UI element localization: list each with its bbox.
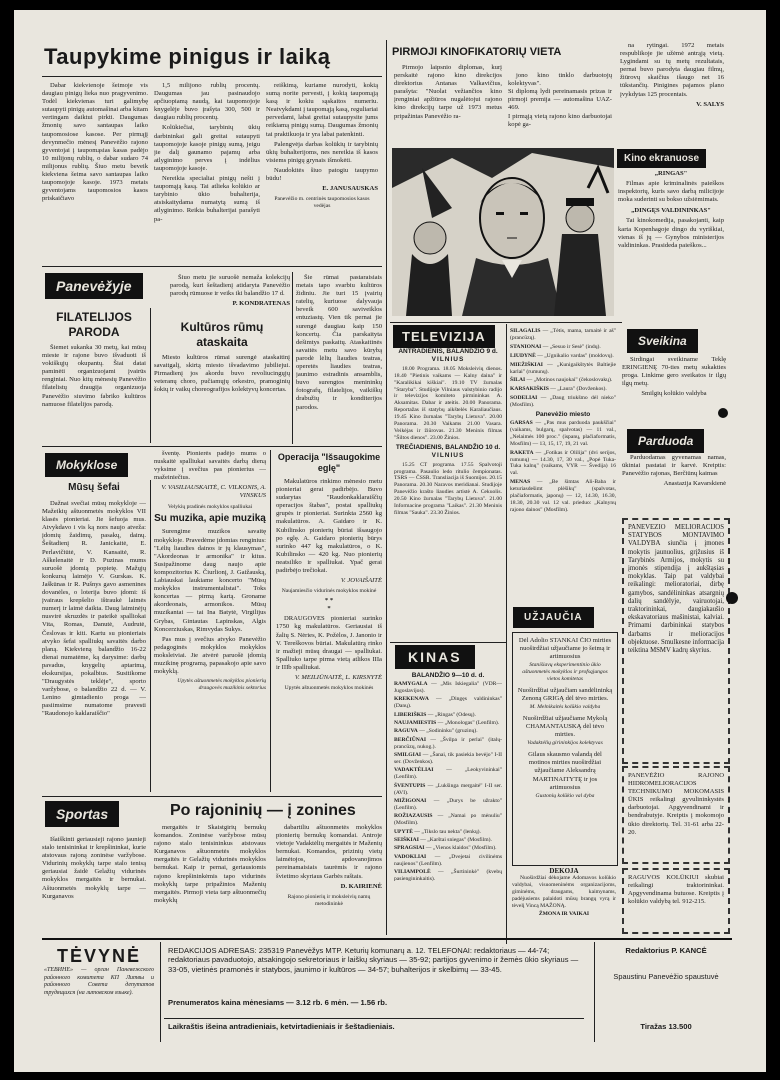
film-still-illustration [392, 148, 614, 316]
headline-savings: Taupykime pinigus ir laiką [44, 44, 331, 69]
section-tag-panevezyje: Panevėžyje [46, 274, 142, 298]
kinas-row: RAGUVA — „Sodininku" (gruzinų). [394, 728, 478, 735]
divider [42, 266, 382, 267]
savings-col-3: reiškimą, kuriame nurodyti, kokią sumą norite pervesti, į kokią taupomąją kasą ir kokiu sąskaitos numeriu. Neatvykdami į taupomąją kasą, reguliariai pervedami, labai greitai sutaupysite jums reikiamą pinigų sumą. Daugumas žmonių tai praktikuoja ir yra labai patenkinti. Palengvėja darbas kolūkių ir tarybinių ūkių buhalterijoms, nes nereikia iš kasos visiems pinigų grynais išmokėti. Naudokitės šiuo patogiu taupymo būdu! E. JANUSAUSKAS Panevėžio m. centrinės taupomosios kasos vedėjas [266, 82, 378, 210]
kinas-venue: UPYTĖ [394, 828, 413, 835]
footer-brand: TĖVYNĖ «ТЕВИНЕ» — орган Паневежского районного комитета КП Литвы и районного Совета депутатов трудящихся (на литовском языке). [44, 946, 154, 996]
kinas-venue: NAUJAMIESTIS [394, 719, 437, 726]
schedule-venue: KARSAKIŠKIS [510, 386, 549, 393]
kinas-row: UPYTĖ — „Tikslo tau nekta" (lenkų). [394, 828, 481, 835]
ad-raguvos: RAGUVOS KOLŪKIUI skubiai reikalingi traktorininkai. Apgyvendinama butuose. Kreiptis į kolūkio valdybą tel. 912-215. [622, 868, 730, 934]
kinas-film: „Lukšinga mergaitė" I-II ser. (AVI). [394, 782, 502, 796]
kinas-film: „Šurtininkė" (kvebų pasiengininkaitis). [394, 869, 502, 883]
footer-editor: Redaktorius P. KANCĖ [625, 946, 707, 955]
section-tag-sportas: Sportas [46, 802, 118, 826]
sportas-col-3: dabartiliu aštuonmetės mokyklos pionierių bernukų komandai. Antroje vietoje Vadaktėlių mergaitės ir Maženių bernukai. Komandos, prizinių vietų laimėtojos, apdovanojimos pereinamaisiais taurėmis ir rajono švietimo skyriaus Garbės raštais. D. KAIRIENĖ Rajono pionierių ir moksleivių namų metodininkė [276, 824, 382, 907]
divider [42, 76, 382, 77]
section-tag-sveikina: Sveikina [628, 330, 697, 352]
divider [150, 480, 151, 792]
schedule-row: STANIONAI — „Sesuo ir Sesė" (indų). [510, 343, 601, 350]
section-tag-uzjaucia: UŽJAUČIA [514, 608, 593, 627]
cinema-schedule [510, 328, 616, 604]
schedule-film: „Ugnikalio vardas" (moldovų). [544, 352, 614, 359]
schedule-row: KARSAKIŠKIS — „Laura" (Dovženkos). [510, 386, 607, 393]
kinas-row: RAMYGALA — „Mis Iskiegalia" (VDR—Jugoslavijos). [394, 680, 502, 694]
kulturos-rumai-text-2: Šie rūmai pastaraisiais metais tapo svarbiu kultūros židiniu. Jie turi 15 įvairių ratelių, kuriuose dalyvauja beveik 600 saviveiklos entuziastų. Vien tik pernai jie surengė daugiau kaip 150 koncertų. Čia parskaityta dešimtys paskaitų. Ataskaitinės savaitės metu savo kūrybą parodė lėlių liaudies teatras, operetės liaudies teatras, jaunimo estradinis ansamblis, buvo surengtos menininkų fotografų, filatelijos, vaikiškų drabužių ir konditerijos parodos. [296, 274, 382, 411]
schedule-film: „Pas mus parduoda paukščiai" (vaikams, bulgarų, spalvotas) — 11 val., „Nelaimės 100 proc." (ispanų, plačiaformatis, Mosfilm) — 13, 15, 17, 19, 21 val. [510, 419, 616, 447]
ad-montavimo: PANEVĖŽIO MELIORACIJOS STATYBOS MONTAVIMO VALDYBA siunčia į įmones mokytis jaunuolius, grįžusius iš Tarybinės Armijos, mokytis su įmonės stipendija į aukštąsias mokyklas. Taip pat valdybai reikalingi: melioratoriai, dirbę gamybos, sandėlininkas atsargnių dalių sandėlyje, vairuotojai, traktorininkai, daugiakaušio ekskavatoriaus mašinistai, kalviai. Primami darbininkai statybos darbams ir melioracijos objektuose. Smulkesne informacija teiktina MSMV kadrų skyrius. [622, 518, 730, 764]
divider [270, 450, 271, 792]
uzjaucia-box: Dėl Adolio STANKAI ČIO mirties nuoširdžiai užjaučiame jo šeimą ir artimuosius Stanišiavų eksperimentinio ūkio aštuonmetės mokyklos ir profsąjungos vietos komitetas Nuoširdžiai užjaučiam sandėlininką Zenoną GRIGĄ dėl tėvo mirties. M. Melnikaitės kolūkio valdyba Nuoširdžiai užjaučiame Mykolą CHAMANTAUSKĄ dėl tėvo mirties. Vadaktėlių girininkijos kolektyvas Gilaus skausmo valandą dėl motinos mirties nuoširdžiai užjaučiame Aleksandrą MARTINAITYTĘ ir jos artimuosius Gustonių kolūkio val dyba [512, 632, 618, 866]
filatelija-title: FILATELIJOS PARODA [56, 310, 132, 339]
kinas-venue: KREKENAVA [394, 696, 429, 703]
schedule-row: ŠILAI — „Motinos naujokai" (čekoslovakų). [510, 377, 613, 384]
kinas-venue: RAGUVA [394, 728, 418, 735]
tv-program: ANTRADIENIS, BALANDŽIO 9 d. VILNIUS 18.00 Programa. 18.05 Moksleivių dienos. 18.40 "Pietinis vaikams — Kalny daina" ir "Karalikikai kiškiai". 19.10 TV žurnalas "Staryba". Studijoje Vilniaus valstybinio radijo ir televizijos komiteto pirmininkas A. Aksamitas. Dabar ir ateitis. 20.00 Panorama. Reportažas iš statybų aikštelės Karaliaučiaus. 19.45 Kino žurnalas "Tarybų Lietuva". 20.00 Panorama. 20.30 Vaikams 21.00 Vasara. Veikėjas ir žiūrovas. 21.30 Meninis filmas "Šiltos dienos". 23.00 Žinios. TREČIADIENIS, BALANDŽIO 10 d. VILNIUS 15.25 CT programa. 17.55 Spalvotoji programa. Pasaulio ledo ritulio čempionatas. TSRS — ČSSR. Transliacija iš Suomijos. 20.15 Panorama. 20.30 Naravos meridianai. Studijoje Panevėžio krašto liaudies artistė A. Cekuolis. 20.50 Kino žurnalas "Tarybų Lietuva". 21.00 Informacine programa "Laikas". 21.30 Meninis filmas "Sauka". 23.30 Žinios. [394, 348, 502, 516]
kino-ekranuose-text: „RINGAS" Filmas apie kriminalinės paieškos inspektorių, kuris savo darbą milicijoje moka suderinti su bokso užsiėmimais. „DINGĘS VALDININKAS" Tai kinokomedija, pasakojanti, kaip karta Kopenhagoje dingo du vyriškiai, vienas iš jų — Gynybos ministerijos valdininkas. Prasideda paieškos... [618, 170, 724, 249]
schedule-film: „Fotikas ir Olilija" (dvi serijos, rumunų) — 14.30, 17, 30 val., „Popė Tuka-Tuka kalnų" (vaikams, VYR — Švedija) 16 val. [510, 449, 616, 477]
kinas-row: VILIAMPOLĖ — „Šurtininkė" (kvebų pasiengininkaitis). [394, 869, 502, 883]
kinas-venue: VADOKLIAI [394, 853, 427, 860]
dekoja-notice: DĖKOJA Nuoširdžiai dėkojame Adomavos kolūkio valdybai, visuomeninėms organizacijoms, giminėms, draugams, kaimynams, padėjusiems palaidoti mūsų brangų vyrą ir tėvelį Vincą MAŽONĄ. ŽMONA IR VAIKAI [512, 868, 616, 918]
schedule-venue: MIEŽIŠKIAI [510, 361, 543, 368]
kinas-venue: SPRAGSIAI [394, 845, 425, 852]
schedule-venue: MENAS [510, 479, 531, 486]
musu-sefai-title: Mūsų šefai [68, 482, 120, 493]
divider [42, 446, 382, 447]
kinas-venue: SMILGIAI [394, 752, 422, 759]
schedule-film: „Kunigaikštytės Baltiejie karlai" (rumunų). [510, 361, 616, 375]
schedule-venue: ŠILAGALIS [510, 328, 541, 334]
schedule-section-head: Panevėžio miesto [535, 411, 591, 419]
schedule-row: MENAS — „Be šimtas Ali-Baba ir keturiasdešimt plėšikų" (spalvotas, plačiaformatis, japonų) — 12, 14.30, 16.30, 18.30, 20.30 val. 12 val. prieduo: „Kalnynų rajono dainos" (Mosfilm). [510, 479, 616, 513]
schedule-film: „Sesuo ir Sesė" (indų). [549, 343, 601, 350]
masthead-footer [14, 938, 766, 1072]
kinas-row: VADOKLIAI — „Dvejetai civilinėms naujienos" (Lenfilm). [394, 853, 502, 867]
schedule-film: „Laura" (Dovženkos). [557, 386, 607, 393]
kinas-row: SEIŠKIAI — „Karštai sniegas" (Mosfilm). [394, 837, 492, 844]
schedule-film: „Daug triukšmo dėl nieko" (Mosfilm). [510, 395, 616, 409]
divider [150, 308, 151, 443]
kinas-film: „Dingęs valdininkas" (Danų). [394, 696, 502, 710]
operacija-article: Operacija "Išsaugokime eglę" Makulatūros rinkimo mėnesio metu pionieriai gerai padirbėjo. Buvo sudarytas "Raudonkaklaraiščių operacijos štabas", postai spalliukų grupės ir pionieriai. Surinkta 2560 kg makulatūros. A. Gaidaro ir K. Kubilinsko pionierių būriai išsaugojo po eglę. A. Gaidaro pionierių būrys surinko 447 kg makulatūros, o K. Kubilinsko — 420 kg. Nuo pionierių neatsiliko ir spalliukai. Ypač gerai padirbėjo trečiokai. V. JOVAIŠAITĖ Naujamiesčio vidurinės mokyklos mokinė * * * DRAUGOVES pionieriai surinko 1750 kg makulatūros. Geriausiai iš žalių S. Nėries, K. Požėlos, J. Janonio ir V. Tereškovos būriai. Makulatūrą rinko ir mažieji mūsų draugai — spalliukai. Spalliuko tarpe pirma vietą atlikos IIIa ir IIIb spalliukai. V. MEILIŪNAITĖ, L. KIRSNYTĖ Upytės aštuonmetės mokyklos mokinės [276, 452, 382, 692]
ad-technikumas: PANEVĖŽIO RAJONO HIDROMELIORACIJOS TECHNIKUMO MOKOMASIS ŪKIS reikalingi gyvulininkystės darbuotojai. Apgyvendinami ir bendrabutyje. Kreiptis į mokomojo ūkio direktorių. Tel. 31-61 arba 22-20. [622, 766, 730, 864]
kinas-venue: BERČIŪNAI [394, 736, 427, 743]
kinas-film: „Švilpa ir perlai" (italų-prancūzų, nukog.). [394, 736, 502, 750]
schedule-row: LIUDYNĖ — „Ugnikalio vardas" (moldovų). [510, 352, 614, 359]
filatelija-text: Šiemet sukanka 30 metų, kai mūsų mieste ir rajone buvo išvaduoti iš vokiškųjų okupantų. Šiai datai paminėti organizuojami įvairūs renginiai. Nuo kitų mėnesių Panevėžio filatelistų draugija organizuoja Panevėžio siuvimo fabriko kultūros namuose filatelijos parodą. [42, 344, 146, 408]
kino-col-1: Pirmojo laipsnio diplomas, kurį perskaitė rajono kino direkcijos direktorius Antanas Valkavičius, parašyta: "Nuolat vežiančios kino įrenginiai apžiūros nugalėtojui rajono kino direkcijų tarpe už 1973 metus pripažintas Panevėžio ra- [394, 64, 502, 120]
kinas-film: „Leokyvininkai" (Lenfilm). [394, 767, 502, 781]
kinas-venue: SEIŠKIAI [394, 837, 419, 844]
schedule-venue: LIUDYNĖ [510, 352, 536, 359]
savings-signature: E. JANUSAUSKAS [322, 185, 378, 193]
schedule-venue: ŠILAI [510, 377, 526, 384]
schedule-film: „Motinos naujokai" (čekoslovakų). [533, 377, 613, 384]
divider [506, 324, 507, 944]
kino-headline: PIRMOJI KINOFIKATORIŲ VIETA [392, 46, 562, 58]
sportas-col-2: mergaitės ir Skaistgirių bernukų komandos. Zoninėse varžybose mūsų rajono stalo tenisininkus atstovaus Kurganavos aštuonmetės mokyklos mergaitės ir Gelažių vidurinės mokyklos bernukai. Kaip ir pernai, geriausiomis rajono krepšininkėmis tapo vidurinės mokyklų tarpe pripažintos Maženių mergaitės. Pirmoji vieta tarp aštuonmečių mokyklų [154, 824, 266, 904]
kinas-venue: ROŽIAZAUSIS [394, 813, 433, 820]
section-tag-parduoda: Parduoda [628, 430, 703, 452]
schedule-row: RAKETA — „Fotikas ir Olilija" (dvi serijos, rumunų) — 14.30, 17, 30 val., „Popė Tuka-Tuka kalnų" (vaikams, VYR — Švedija) 16 val. [510, 449, 616, 477]
kinas-row: KREKENAVA — „Dingęs valdininkas" (Danų). [394, 696, 502, 710]
kinas-film: „Vienos klaidos" (Mosfilm). [432, 845, 497, 852]
kinas-schedule: BALANDŽIO 9—10 d. d. RAMYGALA — „Mis Iskiegalia" (VDR—Jugoslavijos). KREKENAVA — „Dingęs valdininkas" (Danų). LIBERIŠKIS — „Ringas" (Odesų). NAUJAMIESTIS — „Monologas" (Lenfilm). RAGUVA — „Sodininku" (gruzinų). BERČIŪNAI — „Švilpa ir perlai" (italų-prancūzų, nukog.). SMILGIAI — „Šanai, tik pasiekia bevėjo" I-II ser. (Dovženkos). VADAKTĖLIAI — „Leokyvininkai" (Lenfilm). ŠVENTUPIS — „Lukšinga mergaitė" I-II ser. (AVI). MIŽIGONAI — „Durys be užrakto" (Lenfilm). ROŽIAZAUSIS — „Namai po mėnuliu" (Mosfilm). UPYTĖ — „Tikslo tau nekta" (lenkų). SEIŠKIAI — „Karštai sniegas" (Mosfilm). SPRAGSIAI — „Vienos klaidos" (Mosfilm). VADOKLIAI — „Dvejetai civilinėms naujienos" (Lenfilm). VILIAMPOLĖ — „Šurtininkė" (kvebų pasiengininkaitis). [394, 672, 502, 883]
footer-subscription: Prenumeratos kaina mėnesiams — 3.12 rb. 6 mėn. — 1.56 rb. [168, 998, 388, 1007]
kinas-row: SPRAGSIAI — „Vienos klaidos" (Mosfilm). [394, 845, 497, 852]
kinas-row: ŠVENTUPIS — „Lukšinga mergaitė" I-II ser. (AVI). [394, 782, 502, 796]
schedule-row: GARSAS — „Pas mus parduoda paukščiai" (vaikams, bulgarų, spalvotas) — 11 val., „Nelaimės 100 proc." (ispanų, plačiaformatis, Mosfilm) — 13, 15, 17, 19, 21 val. [510, 419, 616, 447]
punch-hole [718, 408, 728, 418]
sportas-col-1: Išaiškinti geriausieji rajono jaunieji stalo tenisininkai ir krepšininkai, kurie atstovaus rajoną zoninėse varžybose. Vidurinių mokyklų tarpe stalo tenisą geriausiai žaidė Gelažių vidurinės mokyklos mergaitės ir bernukai. Aštuonmetės mokyklų tarpe — Kurganavos [42, 836, 146, 900]
kinas-film: „Mis Iskiegalia" (VDR—Jugoslavijos). [394, 680, 502, 694]
kinas-film: „Šanai, tik pasiekia bevėjo" I-II ser. (Dovženkos). [394, 752, 502, 765]
kinas-film: „Sodininku" (gruzinų). [426, 728, 478, 735]
footer-frequency: Laikraštis išeina antradieniais, ketvirtadieniais ir šeštadieniais. [168, 1022, 395, 1031]
schedule-film: „Be šimtas Ali-Baba ir keturiasdešimt plėšikų" (spalvotas, plačiaformatis, japonų) — 12, 14.30, 16.30, 18.30, 20.30 val. 12 val. prieduo: „Kalnynų rajono dainos" (Mosfilm). [510, 479, 616, 513]
divider [386, 40, 387, 935]
schedule-row: ŠILAGALIS — „Tėtis, mama, tarnaitė ir aš" (prancūzų). [510, 328, 616, 341]
footer-circulation: Tiražas 13.500 [640, 1022, 692, 1031]
savings-signature-sub: Panevėžio m. centrinės taupomosios kasos vedėjas [274, 196, 370, 210]
kinas-row: LIBERIŠKIS — „Ringas" (Odesų). [394, 711, 476, 718]
kinas-venue: MIŽIGONAI [394, 798, 427, 804]
schedule-venue: GARSAS [510, 419, 533, 426]
footer-address: REDAKCIJOS ADRESAS: 235319 Panevėžys MTP. Keturių komunarų a. 12. TELEFONAI: redaktoriaus — 44-74; redaktoriaus pavaduotojo, atsakingojo sekretoriaus ir laiškų skyriaus — 35-92; partijos gyvenimo ir žemės ūkio skyriaus — 33-05, vietinės pramonės ir statybos, jaunimo ir kultūros — 34-57; buhalterijos ir skelbimų — 33-45. [168, 946, 579, 974]
kinas-film: „Ringas" (Odesų). [434, 711, 476, 718]
kino-col-3: na rytingai. 1972 metais respublikoje jie užėmė antrąją vietą. Lygindami su tų metų rezultatais, pernai buvo parodyta daugiau filmų, žiūrovų skaičius išaugo net 16 tūkstančių. Pinigines pajamos plano įvykdytas 125 procentais. V. SALYS [620, 42, 724, 108]
operacija-title: Operacija "Išsaugokime eglę" [277, 452, 381, 473]
schedule-film: „Tėtis, mama, tarnaitė ir aš" (prancūzų). [510, 328, 616, 341]
kinas-row: VADAKTĖLIAI — „Leokyvininkai" (Lenfilm). [394, 767, 502, 781]
newspaper-page [14, 10, 766, 1072]
section-tag-televizija: TELEVIZIJA [394, 326, 494, 347]
section-tag-mokyklose: Mokyklose [46, 454, 127, 476]
divider [292, 272, 293, 444]
kinas-venue: VADAKTĖLIAI [394, 767, 434, 774]
kulturos-rumai-title: Kultūros rūmų ataskaita [180, 320, 264, 349]
schedule-venue: STANIONAI [510, 343, 542, 350]
schedule-row: MIEŽIŠKIAI — „Kunigaikštytės Baltiejie karlai" (rumunų). [510, 361, 616, 375]
kinas-row: ROŽIAZAUSIS — „Namai po mėnuliu" (Mosfilm). [394, 813, 502, 827]
kr-intro: Šiuo metu jie suruošė nemaža kolekcijų parodą, kuri šeštadienį atidaryta Panevėžio parodų rūmuose ir veiks iki balandžio 17 d. P. KONDRATENAS [170, 274, 290, 308]
section-tag-kinas: KINAS [396, 646, 474, 668]
savings-col-1: Dabar kiekvienoje šeimoje vis daugiau pinigų lieka nuo pragyvenimo. Todėl kiekvienas turi galimybę sutaupyti pinigų automašinai arba kitam vertingam daiktui pirkti. Daugumas žmonių savo santaupas laiko taupomosiose kasose. Per pirmąjį devynmečio mėnesį Panevėžio rajono gyventojai į taupomąsias kasas padėjo 10 milijonų rublių, o dabar sudaro 74 milijonus rublių. Šiuo metu beveik kiekviena šeima savo santaupas laiko taupomojoje kasoje. 1973 metais gyventojams taupomosios kasos priskaičiavo [42, 82, 148, 203]
kinas-film: „Namai po mėnuliu" (Mosfilm). [394, 813, 502, 827]
kinas-film: „Dvejetai civilinėms naujienos" (Lenfilm). [394, 853, 502, 867]
film-characters-drawing [392, 148, 614, 316]
divider [390, 642, 506, 643]
sportas-title: Po rajoninių — į zonines [170, 802, 356, 819]
schedule-row: SODELIAI — „Daug triukšmo dėl nieko" (Mosfilm). [510, 395, 616, 409]
savings-col-2: 1,5 milijono rublių procentų. Daugumas jau pasinaudojo apčiuopiamą naudą, kai taupomojoje knygelėje buvo įrašyta 300, 500 ir daugiau rublių procentų. Kolūkiečiai, tarybinių ūkių darbininkai gali greitai sutaupyti taupomojoje kasoje pinigų sumą, jeigu jie dalį gaunamo pajamų arba atlyginimo perves į indėlius taupomojoje kasoje. Nereikia specialiai pinigų nešti į taupomąją kasą. Tai atlieka kolūkio ar tarybinio ūkio buhalterija, atsiskaitydama numatytą sumą iš atlyginimo. Reikia buhalterijai parašyti pa- [154, 82, 260, 223]
kinas-venue: ŠVENTUPIS [394, 782, 426, 789]
musu-sefai-text: Dažnai svečiai mūsų mokykloje — Mažeikių aštuonmetės mokyklos VII klasės pionieriai. Jie šefuoja mus. Atvykdavo i vis ką nors naujo atveža: įdomių žaidimų, pasakų, dainų. Šeštadienį R. Janickaitė, E. Perlavičiūtė, V. Kansaitė, R. Aškelenaitė ir D. Puzinas mums suruošė įdomią popietę. Mažųjų konkursą laimėjo V. Gurskas. K. Jaškūnas ir R. Pušnys gavo asmenines dovanėles, o loterija buvo įdomi: iš įvairaus krepšelio ištraukė laimės numerį ir laimė daikta. Daug laiminėjų nusvirė skruzdės ir pateikė spalliokai Vita, Romas, Danutė, Audrutė, Česlovas ir kiti. Kartu su pionieriais atvyko šefai spalliukų savaitės darbo planą. Kiekvieną balandžio 16-22 dienai numatėme, ką darysime: darbų pavadus, knygelių aptarimą, ekskursijas, pokalbius. Susitikome "Draugystės teklėje", sporto varžybose, o balandžio 22 d. — V. Lenino gimtadienio proga — pasiimsime numatome pravesti "Raudonojo kaklaraiščio" [42, 500, 146, 718]
kinas-row: NAUJAMIESTIS — „Monologas" (Lenfilm). [394, 719, 500, 726]
kinas-venue: VILIAMPOLĖ [394, 869, 431, 876]
schedule-venue: RAKETA [510, 449, 534, 456]
sveikina-text: Sirdingai sveikiname Teklę ERINGIENĘ 70-ties metų sukakties proga. Linkime gero sveikatos ir ilgų ilgų metų. Smilgių kolūkio valdyba [622, 356, 726, 398]
kulturos-rumai-text: Miesto kultūros rūmai surengė ataskaitinį savaitgalį, skirtą miesto išvadavimo jubiliejui. Pirmadienį jos akordu buvo revoliucingųjų veteranų choro, pučiamųjų orkestro, pramoginių šokių ir vaikų choreografijos kolektyvų koncertas. [154, 354, 290, 394]
section-tag-kino-ekranuose: Kino ekranuose [618, 150, 705, 167]
su-muzika-title: Su muzika, apie muziką [154, 513, 266, 525]
kino-col-2: jono kino tinklo darbuotojų kolektyvas". Si diplomą lydi pereinamasis prizas ir pirmoji premija — automašina UAZ-469. I pirmąją vietą rajono kino darbuotojai kopė ga- [508, 72, 612, 128]
schedule-venue: SODELIAI [510, 395, 538, 402]
musu-sefai-continued: šventę. Pionierės padėjo mums o nuskaitė spalliukai savaitės darbą dieną vyksime į svečius pas pionierius — mažeiniečius. V. VASILIAUSKAITĖ, C. VILKONIS, A. VINSKUS Velykių pradinės mokyklos spalliukai Su muzika, apie muziką Surengime muzikos savaitę mokykloje. Pravedėme įdomias renginius: "Lėlių liaudies dainos ir jų klausymas", "Akordeonas ir armonika" ir kitus. Susipažinome daug naujo apie kompozitorius K. Čiurlionį, J. Gaižauską, Labiauskai laukiame koncerto "Mūsų mokyklos instrumentalistai". Toks koncertas — pirmą kartą. Groname akordeonais, armonikos. Mūsų muzikantai — tai Ina Batytė, Virgilijus Grybas, Gintautas Lapinskas, Algis Koncerziuskas, Rimvydas Sukys. Pas mus į svečius atvyko Panevėžio pedagoginės mokyklos mokyklos moksleiviai. Jie atvėrė paruošė įdomią muzikinę programą, papasakojo apie savo mokyklą. Upytės aštuonmetės mokyklos pionierių draugovės muzikinis sektorius [154, 450, 266, 692]
kinas-film: „Tikslo tau nekta" (lenkų). [421, 828, 481, 835]
kinas-film: „Monologas" (Lenfilm). [444, 719, 500, 726]
kinas-film: „Karštai sniegas" (Mosfilm). [427, 837, 492, 844]
kinas-row: MIŽIGONAI — „Durys be užrakto" (Lenfilm). [394, 798, 502, 811]
divider [390, 322, 622, 323]
footer-printer: Spaustinu Panevėžio spaustuvė [613, 972, 719, 981]
kinas-row: BERČIŪNAI — „Švilpa ir perlai" (italų-prancūzų, nukog.). [394, 736, 502, 750]
parduoda-text: Parduodamas gyvenamas namas, ūkiniai pastatai ir karvė. Kreiptis: Panevėžio rajonas, Berčiūnų kaimas Anastazija Kavarskienė [622, 454, 726, 488]
kinas-venue: RAMYGALA [394, 680, 428, 687]
divider [42, 796, 382, 797]
punch-hole [726, 592, 738, 604]
kinas-venue: LIBERIŠKIS [394, 711, 427, 718]
kinas-film: „Durys be užrakto" (Lenfilm). [394, 798, 502, 811]
kinas-row: SMILGIAI — „Šanai, tik pasiekia bevėjo" I-II ser. (Dovženkos). [394, 752, 502, 765]
